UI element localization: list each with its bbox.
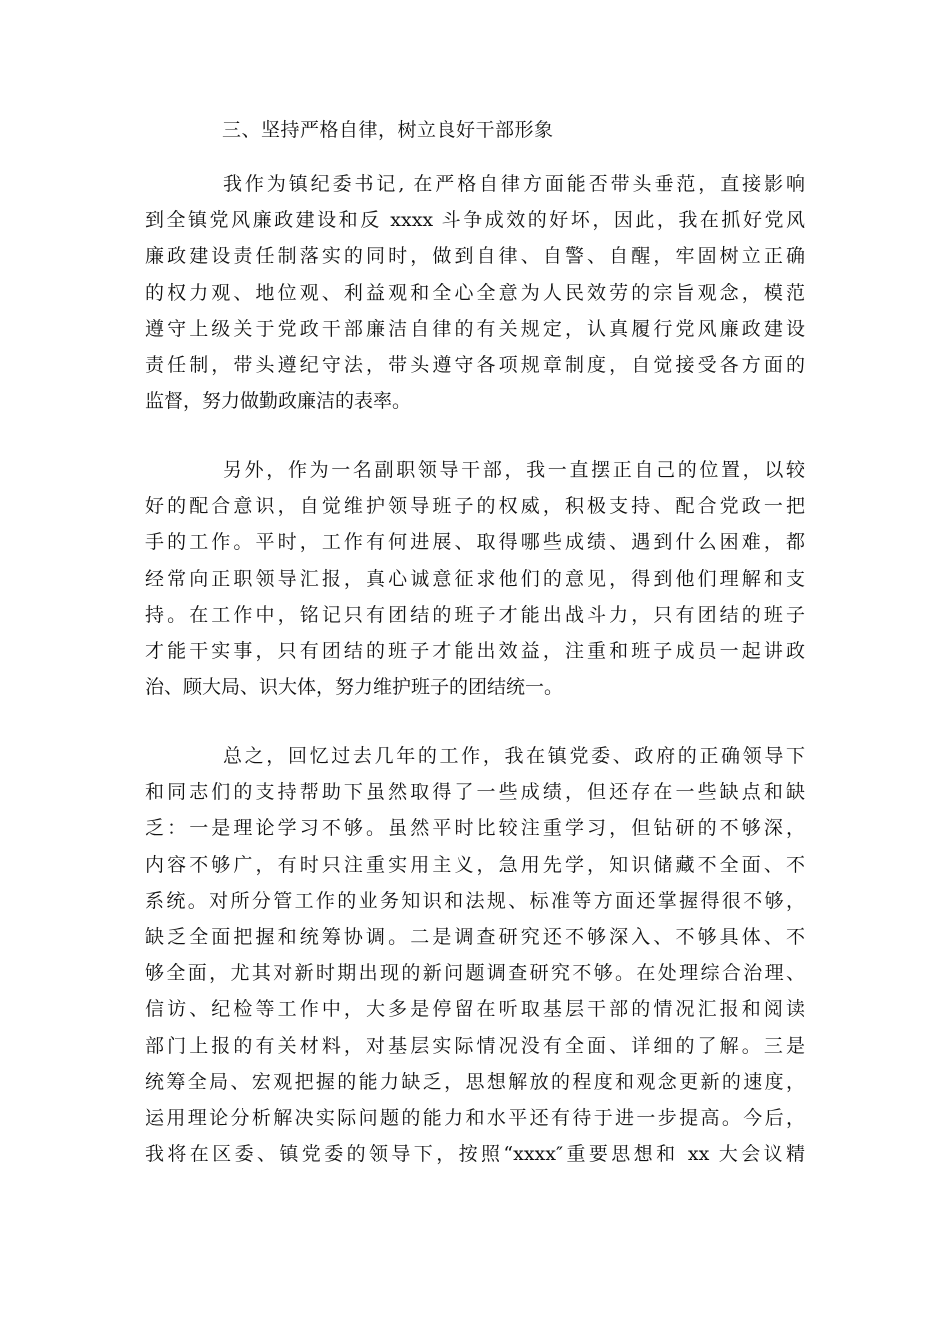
paragraph-line: 的权力观、地位观、利益观和全心全意为人民效劳的宗旨观念，模范: [145, 281, 805, 304]
paragraph-line: 够全面，尤其对新时期出现的新问题调查研究不够。在处理综合治理、: [145, 962, 805, 985]
paragraph-line: 责任制，带头遵纪守法，带头遵守各项规章制度，自觉接受各方面的: [145, 353, 805, 376]
paragraph-line: 治、顾大局、识大体，努力维护班子的团结统一。: [145, 676, 564, 699]
paragraph-line: 内容不够广，有时只注重实用主义，急用先学，知识储藏不全面、不: [145, 853, 805, 876]
paragraph-line: 监督，努力做勤政廉洁的表率。: [145, 390, 412, 413]
paragraph-line: 才能干实事，只有团结的班子才能出效益，注重和班子成员一起讲政: [145, 639, 805, 662]
paragraph-line: 系统。对所分管工作的业务知识和法规、标准等方面还掌握得很不够，: [145, 889, 805, 912]
paragraph-line: 和同志们的支持帮助下虽然取得了一些成绩，但还存在一些缺点和缺: [145, 781, 805, 804]
paragraph-self-discipline: [145, 166, 805, 419]
paragraph-line: 另外，作为一名副职领导干部，我一直摆正自己的位置，以较: [223, 459, 805, 481]
paragraph-line: 我作为镇纪委书记, 在严格自律方面能否带头垂范，直接影响: [223, 173, 805, 195]
paragraph-line: 手的工作。平时，工作有何进展、取得哪些成绩、遇到什么困难，都: [145, 531, 805, 554]
paragraph-line: 遵守上级关于党政干部廉洁自律的有关规定，认真履行党风廉政建设: [145, 317, 805, 340]
paragraph-line: 我将在区委、镇党委的领导下，按照“xxxx″重要思想和 xx 大会议精: [145, 1143, 805, 1166]
paragraph-deputy-role: [145, 452, 805, 705]
paragraph-line: 到全镇党风廉政建设和反 xxxx 斗争成效的好坏，因此，我在抓好党风: [145, 209, 805, 232]
paragraph-line: 经常向正职领导汇报，真心诚意征求他们的意见，得到他们理解和支: [145, 567, 805, 590]
paragraph-line: 统筹全局、宏观把握的能力缺乏，思想解放的程度和观念更新的速度，: [145, 1070, 805, 1093]
paragraph-line: 持。在工作中，铭记只有团结的班子才能出战斗力，只有团结的班子: [145, 603, 805, 626]
paragraph-line: 好的配合意识，自觉维护领导班子的权威，积极支持、配合党政一把: [145, 495, 805, 518]
paragraph-line: 运用理论分析解决实际问题的能力和水平还有待于进一步提高。今后，: [145, 1106, 805, 1129]
paragraph-line: 廉政建设责任制落实的同时，做到自律、自警、自醒，牢固树立正确: [145, 245, 805, 268]
paragraph-line: 缺乏全面把握和统筹协调。二是调查研究还不够深入、不够具体、不: [145, 925, 805, 948]
paragraph-line: 部门上报的有关材料，对基层实际情况没有全面、详细的了解。三是: [145, 1034, 805, 1057]
paragraph-line: 总之，回忆过去几年的工作，我在镇党委、政府的正确领导下: [223, 745, 805, 767]
section-heading: 三、坚持严格自律，树立良好干部形象: [222, 119, 554, 141]
paragraph-line: 乏：一是理论学习不够。虽然平时比较注重学习，但钻研的不够深，: [145, 817, 805, 840]
paragraph-summary: [145, 738, 805, 1172]
paragraph-line: 信访、纪检等工作中，大多是停留在听取基层干部的情况汇报和阅读: [145, 998, 805, 1021]
